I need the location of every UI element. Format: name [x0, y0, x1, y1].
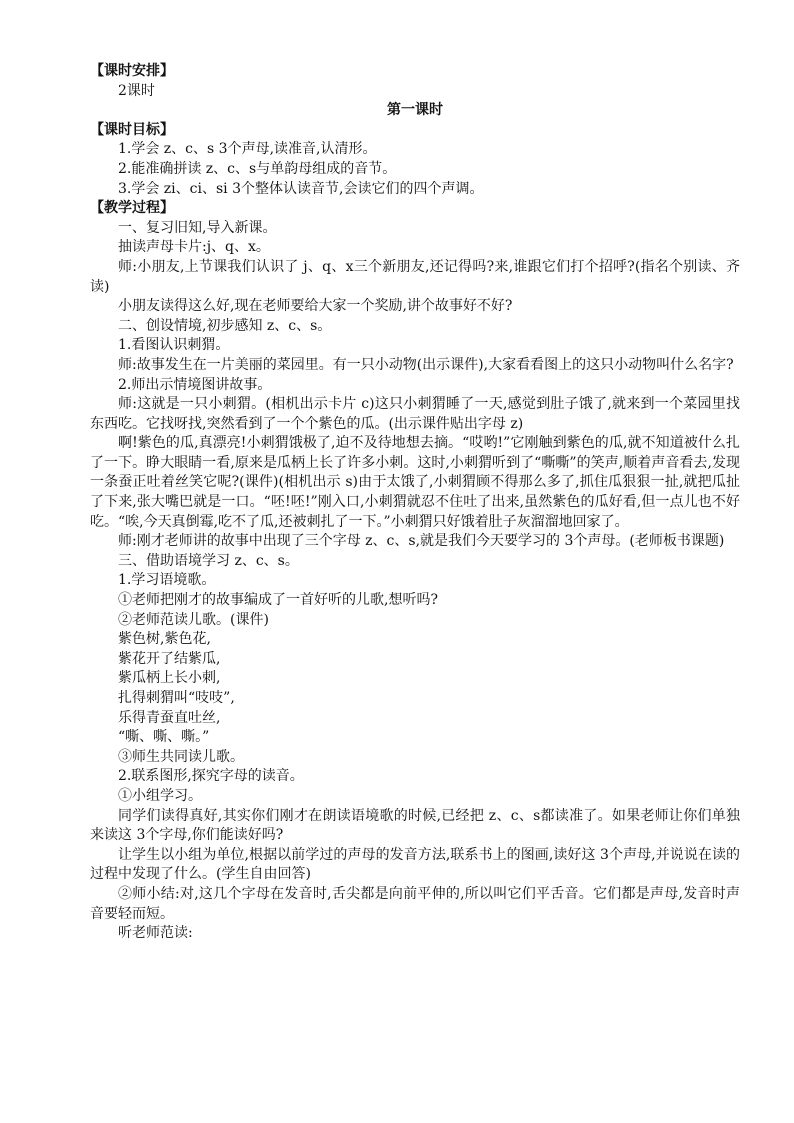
paragraph: 二、创设情境,初步感知 z、c、s。 [118, 317, 332, 334]
poem-line: 紫瓜柄上长小刺, [118, 670, 221, 687]
paragraph: 师:小朋友,上节课我们认识了 j、q、x三个新朋友,还记得吗?来,谁跟它们打个招呼?(指名个别读、齐读) [90, 258, 740, 295]
paragraph: 师:刚才老师讲的故事中出现了三个字母 z、c、s,就是我们今天要学习的 3个声母。(老师板书课题) [118, 533, 725, 550]
paragraph: 抽读声母卡片:j、q、x。 [118, 239, 270, 256]
paragraph: ①老师把刚才的故事编成了一首好听的儿歌,想听吗? [118, 592, 438, 609]
paragraph: 1.看图认识刺猬。 [118, 337, 230, 354]
poem-line: 紫色树,紫色花, [118, 631, 211, 648]
schedule-value: 2课时 [118, 82, 155, 99]
goal-item: 1.学会 z、c、s 3个声母,读准音,认清形。 [118, 141, 377, 158]
paragraph: 听老师范读: [118, 925, 193, 942]
document-page [90, 62, 740, 944]
poem-line: “嘶、嘶、嘶。” [118, 729, 210, 746]
paragraph: 三、借助语境学习 z、c、s。 [118, 552, 299, 569]
poem-line: 紫花开了结紫瓜, [118, 650, 221, 667]
paragraph: 小朋友读得这么好,现在老师要给大家一个奖励,讲个故事好不好? [118, 298, 513, 315]
section-heading-process: 【教学过程】 [90, 200, 174, 217]
paragraph: 让学生以小组为单位,根据以前学过的声母的发音方法,联系书上的图画,读好这 3个声母,并说说在读的过程中发现了什么。(学生自由回答) [90, 846, 740, 883]
poem-line: 乐得青蚕直吐丝, [118, 709, 221, 726]
paragraph: 同学们读得真好,其实你们刚才在朗读语境歌的时候,已经把 z、c、s都读准了。如果老师让你们单独来读这 3个字母,你们能读好吗? [90, 807, 740, 844]
section-heading-schedule: 【课时安排】 [90, 63, 174, 79]
goal-item: 2.能准确拼读 z、c、s与单韵母组成的音节。 [118, 160, 397, 177]
lesson-title: 第一课时 [387, 102, 443, 119]
paragraph: 2.师出示情境图讲故事。 [118, 376, 272, 393]
section-heading-goals: 【课时目标】 [90, 121, 174, 138]
paragraph: 啊!紫色的瓜,真漂亮!小刺猬饿极了,迫不及待地想去摘。“哎哟!”它刚触到紫色的瓜,就不知道被什么扎了一下。睁大眼睛一看,原来是瓜柄上长了许多小刺。这时,小刺猬听到了“嘶嘶”的笑声,顺着声音看去,发现一条蚕正吐着丝笑它呢?(课件)(相机出示 s)由于太饿了,小刺猬顾不得那么多了,抓住瓜狠狠一扯,就把瓜扯了下来,张大嘴巴就是一口。“呸!呸!”刚入口,小刺猬就忍不住吐了出来,虽然紫色的瓜好看,但一点儿也不好吃。“唉,今天真倒霉,吃不了瓜,还被刺扎了一下。”小刺猬只好饿着肚子灰溜溜地回家了。 [90, 435, 740, 530]
goal-item: 3.学会 zi、ci、si 3个整体认读音节,会读它们的四个声调。 [118, 180, 484, 197]
poem-line: 扎得刺猬叫“吱吱”, [118, 690, 235, 706]
paragraph: 1.学习语境歌。 [118, 572, 216, 589]
paragraph: ①小组学习。 [118, 787, 202, 804]
paragraph: 2.联系图形,探究字母的读音。 [118, 768, 304, 785]
paragraph: ②师小结:对,这几个字母在发音时,舌尖都是向前平伸的,所以叫它们平舌音。它们都是声母,发音时声音要轻而短。 [90, 885, 740, 922]
paragraph: 师:故事发生在一片美丽的菜园里。有一只小动物(出示课件),大家看看图上的这只小动物叫什么名字? [118, 356, 734, 373]
paragraph: 一、复习旧知,导入新课。 [118, 219, 277, 236]
paragraph: ②老师范读儿歌。(课件) [118, 611, 269, 628]
paragraph: ③师生共同读儿歌。 [118, 748, 244, 765]
paragraph: 师:这就是一只小刺猬。(相机出示卡片 c)这只小刺猬睡了一天,感觉到肚子饿了,就来到一个菜园里找东西吃。它找呀找,突然看到了一个个紫色的瓜。(出示课件贴出字母 z) [90, 396, 740, 432]
